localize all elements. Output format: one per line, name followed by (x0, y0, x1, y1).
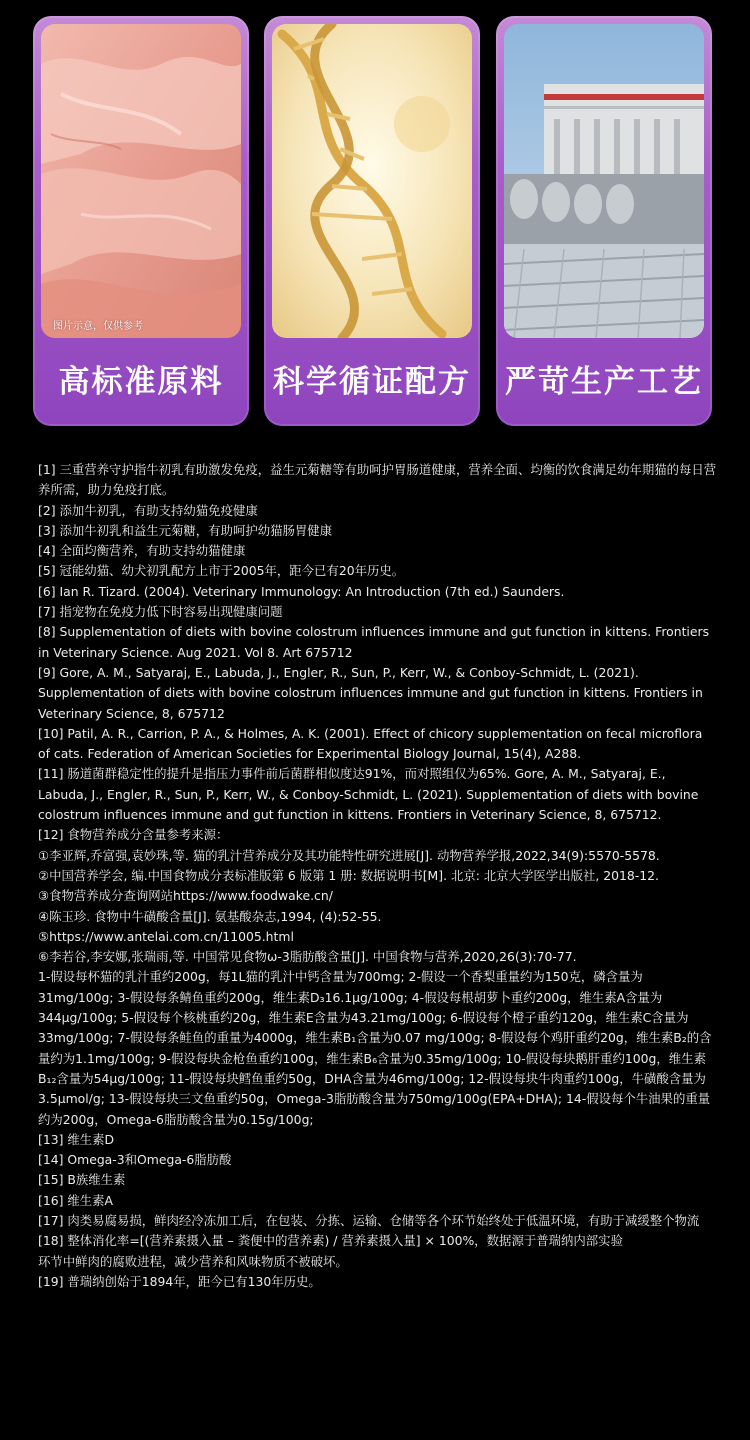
reference-item: [7] 指宠物在免疫力低下时容易出现健康问题 (38, 604, 283, 620)
factory-illustration (504, 24, 704, 338)
reference-source-item: ⑤https://www.antelai.com.cn/11005.html (38, 928, 294, 944)
reference-source-item: ①李亚辉,乔富强,袁妙珠,等. 猫的乳汁营养成分及其功能特性研究进展[J]. 动物营养学报,2022,34(9):5570-5578. (38, 847, 660, 863)
reference-item: [19] 普瑞纳创始于1894年，距今已有130年历史。 (38, 1273, 321, 1289)
reference-item: [17] 肉类易腐易损，鲜肉经冷冻加工后，在包装、分拣、运输、仓储等各个环节始终处于低温环境，有助于减缓整个物流 (38, 1212, 700, 1228)
reference-item: 环节中鲜肉的腐败进程，减少营养和风味物质不被破坏。 (38, 1253, 348, 1269)
reference-item: [16] 维生素A (38, 1192, 114, 1208)
card-raw-material (33, 16, 249, 426)
reference-item: [11] 肠道菌群稳定性的提升是指压力事件前后菌群相似度达91%，而对照组仅为65%. Gore, A. M., Satyaraj, E., Labuda, J., Engler, R., Sun, P., Kerr, W., & Conboy-Schmidt, L. (2021). Supplementation of diets with bovine colostrum influences immune and gut function in kittens. Frontiers in Veterinary Science, 8, 675712. (38, 766, 699, 823)
reference-assumptions: 1-假设每杯猫的乳汁重约200g，每1L猫的乳汁中钙含量为700mg; 2-假设一个香梨重量约为150克，磷含量为31mg/100g; 3-假设每条鲭鱼重约200g，维生素D₃16.1μg/100g; 4-假设每根胡萝卜重约200g，维生素A含量为344μg/100g; 5-假设每个核桃重约20g，维生素E含量为43.21mg/100g; 6-假设每个橙子重约120g，维生素C含量为33mg/100g; 7-假设每条鲑鱼的重量为4000g，维生素B₁含量为0.07 mg/100g; 8-假设每个鸡肝重约20g，维生素B₂的含量约为1.1mg/100g; 9-假设每块金枪鱼重约100g，维生素B₆含量为0.35mg/100g; 10-假设每块鹅肝重约100g，维生素B₁₂含量为54μg/100g; 11-假设每块鳕鱼重约50g，DHA含量为46mg/100g; 12-假设每块牛肉重约100g，牛磺酸含量为3.5μmol/g; 13-假设每块三文鱼重约50g，Omega-3脂肪酸含量为750mg/100g(EPA+DHA); 14-假设每个牛油果的重量约为200g，Omega-6脂肪酸含量为0.15g/100g; (38, 969, 712, 1127)
reference-source-item: ③食物营养成分查询网站https://www.foodwake.cn/ (38, 888, 333, 904)
raw-meat-photo (41, 24, 241, 338)
reference-item: [18] 整体消化率=[(营养素摄入量 – 粪便中的营养素) / 营养素摄入量] × 100%，数据源于普瑞纳内部实验 (38, 1233, 623, 1249)
card-production (496, 16, 712, 426)
reference-item: [6] Ian R. Tizard. (2004). Veterinary Immunology: An Introduction (7th ed.) Saunders. (38, 583, 565, 599)
reference-item: [15] B族维生素 (38, 1172, 126, 1188)
references-list (38, 460, 718, 1292)
reference-item: [10] Patil, A. R., Carrion, P. A., & Holmes, A. K. (2001). Effect of chicory supplementation on fecal microflora of cats. Federation of American Societies for Experimental Biology Journal, 15(4), A288. (38, 725, 703, 762)
reference-item: [4] 全面均衡营养，有助支持幼猫健康 (38, 543, 246, 559)
reference-item: [8] Supplementation of diets with bovine colostrum influences immune and gut function in kittens. Frontiers in Veterinary Science. Aug 2021. Vol 8. Art 675712 (38, 624, 710, 660)
card-title: 严苛生产工艺 (505, 364, 703, 400)
reference-item: [12] 食物营养成分含量参考来源： (38, 827, 229, 843)
reference-item: [2] 添加牛初乳，有助支持幼猫免疫健康 (38, 502, 258, 518)
feature-cards (0, 0, 750, 440)
reference-source-item: ④陈玉珍. 食物中牛磺酸含量[J]. 氨基酸杂志,1994, (4):52-55. (38, 908, 382, 924)
card-title: 科学循证配方 (273, 364, 471, 400)
raw-meat-illustration (41, 24, 241, 338)
reference-item: [14] Omega-3和Omega-6脂肪酸 (38, 1152, 232, 1168)
card-formula (264, 16, 480, 426)
reference-item: [13] 维生素D (38, 1131, 115, 1147)
disclaimer-note: 图片示意，仅供参考 (53, 321, 143, 332)
reference-item: [9] Gore, A. M., Satyaraj, E., Labuda, J., Engler, R., Sun, P., Kerr, W., & Conboy-Schmidt, L. (2021). Supplementation of diets with bovine colostrum influences immune and gut function in kittens. Frontiers in Veterinary Science, 8, 675712 (38, 664, 703, 721)
dna-helix-image (272, 24, 472, 338)
reference-source-item: ⑥李若谷,李安娜,张瑞雨,等. 中国常见食物ω-3脂肪酸含量[J]. 中国食物与营养,2020,26(3):70-77. (38, 949, 577, 965)
reference-item: [1] 三重营养守护指牛初乳有助激发免疫，益生元菊糖等有助呵护胃肠道健康，营养全面、均衡的饮食满足幼年期猫的每日营养所需，助力免疫打底。 (38, 462, 717, 498)
dna-helix-illustration (272, 24, 472, 338)
reference-source-item: ②中国营养学会, 编.中国食物成分表标准版第 6 版第 1 册: 数据说明书[M]. 北京: 北京大学医学出版社, 2018-12. (38, 867, 659, 883)
reference-item: [5] 冠能幼猫、幼犬初乳配方上市于2005年，距今已有20年历史。 (38, 563, 405, 579)
reference-item: [3] 添加牛初乳和益生元菊糖，有助呵护幼猫肠胃健康 (38, 522, 333, 538)
factory-photo (504, 24, 704, 338)
card-title: 高标准原料 (58, 364, 224, 400)
